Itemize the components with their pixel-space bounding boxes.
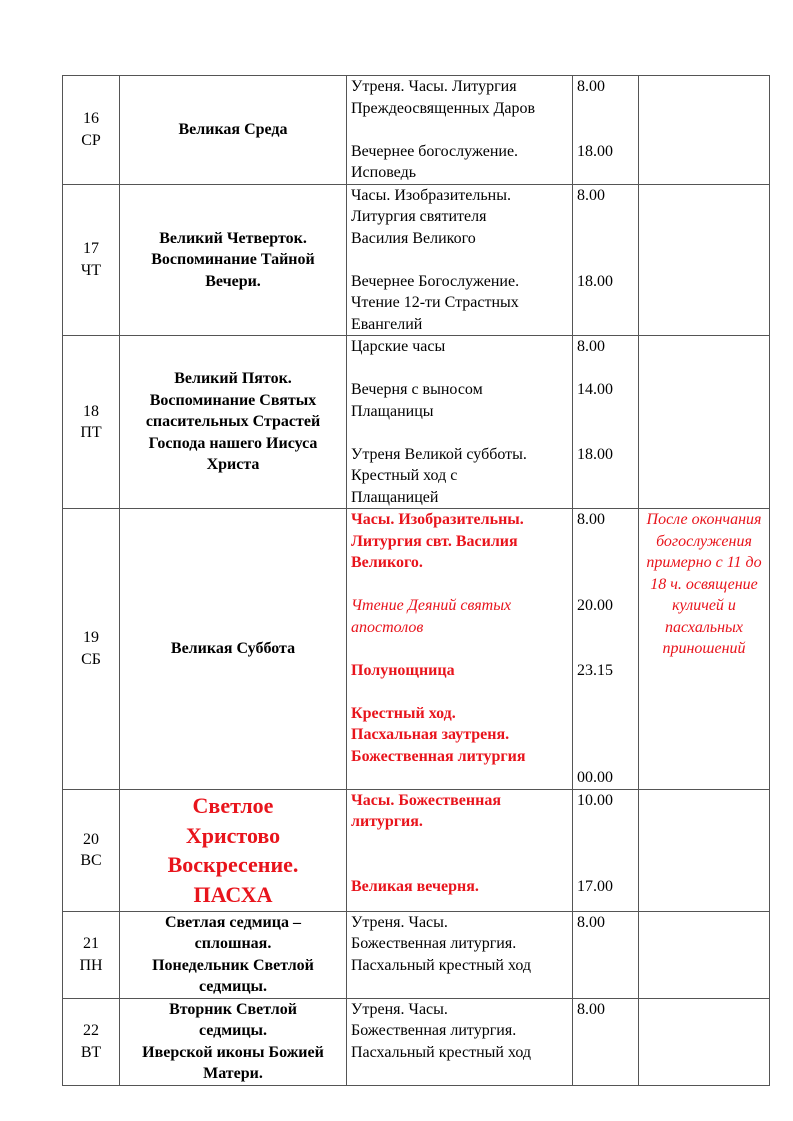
service-line: Царские часы — [351, 338, 446, 355]
service-line: Чтение Деяний святых — [351, 597, 512, 614]
service-time: 8.00 — [577, 78, 605, 95]
times-cell — [573, 336, 639, 509]
service-line: Крестный ход. — [351, 704, 456, 722]
service-line: Утреня. Часы. — [351, 1000, 448, 1018]
service-time: 8.00 — [577, 1000, 605, 1018]
title-line: Воскресение. — [167, 852, 299, 877]
title-line: Великий Четверток. — [159, 229, 307, 247]
service-time: 17.00 — [577, 877, 613, 895]
day-number: 22 — [83, 1022, 99, 1039]
day-cell — [63, 911, 120, 998]
service-line: Литургия святителя — [351, 208, 487, 225]
feast-title — [120, 184, 347, 336]
day-cell — [63, 998, 120, 1085]
title-line: Великая Среда — [178, 121, 288, 138]
day-cell — [63, 336, 120, 509]
day-abbr: ЧТ — [80, 261, 102, 279]
service-time: 8.00 — [577, 338, 605, 355]
service-line: Часы. Изобразительны. — [351, 186, 511, 204]
schedule-row — [63, 789, 770, 911]
times-cell — [573, 789, 639, 911]
day-abbr: ВТ — [80, 1043, 102, 1061]
title-line: Христа — [206, 456, 260, 474]
times-cell — [573, 998, 639, 1085]
service-time: 20.00 — [577, 597, 613, 614]
schedule-table — [62, 75, 770, 1086]
day-abbr: СБ — [81, 650, 101, 668]
service-line: литургия. — [351, 813, 423, 830]
note-cell — [639, 911, 770, 998]
title-line: Воспоминание Святых — [149, 391, 317, 409]
title-line: спасительных Страстей — [145, 413, 321, 431]
title-line: седмицы. — [198, 978, 268, 995]
feast-title — [120, 998, 347, 1085]
service-line: Плащаницей — [351, 488, 439, 506]
feast-title — [120, 509, 347, 790]
service-line: Исповедь — [351, 164, 417, 181]
note-cell — [639, 76, 770, 185]
title-line: Великая Суббота — [170, 640, 296, 657]
day-cell — [63, 76, 120, 185]
title-line: седмицы. — [198, 1022, 268, 1039]
services-cell — [347, 336, 573, 509]
day-number: 16 — [83, 110, 99, 128]
service-line: Полунощница — [351, 661, 455, 679]
schedule-row — [63, 184, 770, 336]
service-line: Преждеосвященных Даров — [351, 99, 536, 117]
service-line: Евангелий — [351, 315, 423, 333]
times-cell — [573, 911, 639, 998]
day-abbr: ПТ — [80, 424, 102, 441]
service-line: Пасхальный крестный ход — [351, 1043, 532, 1061]
service-line: Утреня. Часы. — [351, 913, 448, 931]
service-line: Василия Великого — [351, 229, 476, 247]
service-line: Часы. Божественная — [351, 791, 501, 809]
services-cell — [347, 911, 573, 998]
day-cell — [63, 509, 120, 790]
feast-title — [120, 789, 347, 911]
schedule-row — [63, 336, 770, 509]
service-line: Великого. — [351, 554, 423, 571]
service-line: Утреня Великой субботы. — [351, 445, 527, 463]
day-number: 20 — [83, 830, 99, 848]
service-time: 18.00 — [577, 272, 613, 290]
title-line: Светлое — [192, 793, 274, 818]
feast-title — [120, 911, 347, 998]
title-line: Вторник Светлой — [169, 1000, 297, 1018]
day-abbr: СР — [81, 131, 101, 149]
title-line: Вечери. — [205, 272, 261, 290]
day-number: 21 — [83, 935, 99, 952]
title-line: ПАСХА — [193, 881, 273, 907]
service-time: 8.00 — [577, 186, 605, 204]
services-cell — [347, 789, 573, 911]
service-line: апостолов — [351, 618, 424, 636]
service-line: Вечернее богослужение. — [351, 142, 519, 160]
service-line: Божественная литургия. — [351, 1022, 517, 1039]
title-line: Христово — [185, 822, 281, 848]
services-cell — [347, 509, 573, 790]
services-cell — [347, 998, 573, 1085]
service-time: 8.00 — [577, 913, 605, 931]
title-line: Великий Пяток. — [174, 370, 292, 388]
times-cell — [573, 76, 639, 185]
service-line: Пасхальный крестный ход — [351, 956, 532, 974]
title-line: Господа нашего Иисуса — [148, 434, 318, 452]
day-abbr: ПН — [79, 956, 103, 974]
feast-title — [120, 76, 347, 185]
note-cell — [639, 998, 770, 1085]
title-line: Светлая седмица – — [164, 913, 301, 931]
service-line: Вечерня с выносом — [351, 381, 483, 398]
day-number: 18 — [83, 402, 99, 420]
day-cell — [63, 184, 120, 336]
service-line: Литургия свт. Василия — [351, 532, 518, 550]
title-line: Понедельник Светлой — [152, 956, 314, 974]
service-line: Крестный ход с — [351, 467, 458, 484]
service-time: 18.00 — [577, 445, 613, 463]
service-time: 00.00 — [577, 769, 613, 786]
feast-title — [120, 336, 347, 509]
title-line: Воспоминание Тайной — [151, 251, 315, 268]
service-time: 14.00 — [577, 381, 613, 398]
note-cell — [639, 336, 770, 509]
times-cell — [573, 509, 639, 790]
schedule-row — [63, 911, 770, 998]
service-line: Божественная литургия. — [351, 935, 517, 952]
schedule-row — [63, 76, 770, 185]
title-line: Иверской иконы Божией — [142, 1043, 324, 1061]
day-number: 17 — [83, 240, 99, 258]
note-cell: После окончания богослужения примерно с 11 до 18 ч. освящение куличей и пасхальных приношений — [639, 509, 770, 790]
service-line: Пасхальная заутреня. — [351, 726, 510, 743]
service-line: Великая вечерня. — [351, 877, 479, 895]
service-time: 18.00 — [577, 142, 613, 160]
day-cell — [63, 789, 120, 911]
times-cell — [573, 184, 639, 336]
service-line: Утреня. Часы. Литургия — [351, 78, 517, 95]
title-line: Матери. — [203, 1065, 263, 1082]
service-line: Чтение 12-ти Страстных — [351, 294, 519, 311]
note-cell — [639, 184, 770, 336]
services-cell — [347, 76, 573, 185]
service-line: Часы. Изобразительны. — [351, 511, 524, 528]
service-line: Божественная литургия — [351, 747, 526, 765]
note-cell — [639, 789, 770, 911]
service-line: Плащаницы — [351, 402, 434, 420]
service-time: 10.00 — [577, 791, 613, 809]
schedule-row — [63, 509, 770, 790]
day-number: 19 — [83, 629, 99, 647]
service-line: Вечернее Богослужение. — [351, 272, 520, 290]
day-abbr: ВС — [80, 852, 102, 869]
title-line: сплошная. — [194, 935, 272, 952]
service-time: 23.15 — [577, 661, 613, 679]
services-cell — [347, 184, 573, 336]
service-time: 8.00 — [577, 511, 605, 528]
schedule-row — [63, 998, 770, 1085]
